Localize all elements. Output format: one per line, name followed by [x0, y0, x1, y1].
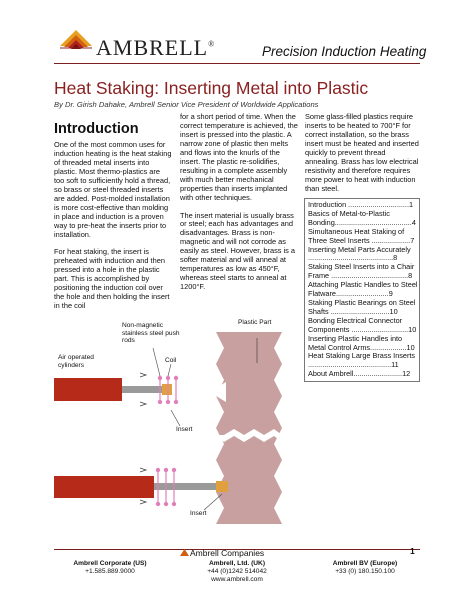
label-push-rods: Non-magnetic stainless steel push rods — [122, 322, 180, 345]
insert-top — [162, 384, 172, 395]
paragraph: For heat staking, the insert is preheated with induction and then pressed into a hole in the plastic part. This is accomplished by positioning the induction coil over the hole and then holding the insert in the coil — [54, 247, 170, 311]
footer-uk-name: Ambrell, Ltd. (UK) — [208, 560, 266, 567]
footer-eu-name: Ambrell BV (Europe) — [332, 560, 398, 567]
paragraph: Some glass-filled plastics require inserts to be heated to 700°F for correct installation, so the brass insert must be heated and inserted quickly to prevent thread annealing. Brass has low electrical resistivity and therefore requires more power to heat with induction than steel. — [305, 112, 419, 193]
air-cylinder-top — [54, 378, 122, 401]
label-plastic-part: Plastic Part — [238, 319, 272, 326]
air-cylinder-bottom — [54, 476, 154, 498]
toc-entry[interactable]: Heat Staking Large Brass Inserts .........................................11 — [308, 351, 416, 370]
footer-us — [60, 560, 160, 576]
footer-eu-phone: +33 (0) 180.150.100 — [335, 568, 395, 575]
label-coil: Coil — [165, 357, 177, 364]
footer-companies: Ambrell Companies — [190, 548, 265, 558]
footer-uk — [187, 560, 287, 584]
toc-entry[interactable]: Attaching Plastic Handles to Steel Flatware..........................9 — [308, 280, 418, 299]
footer-eu — [310, 560, 420, 576]
toc-entry[interactable]: Staking Plastic Bearings on Steel Shafts .............................10 — [308, 297, 416, 316]
insert-bottom — [216, 481, 228, 492]
toc-entry[interactable]: Bonding Electrical Connector Components ............................10 — [308, 315, 417, 334]
section-heading: Introduction — [54, 121, 139, 137]
label-insert-top: Insert — [176, 426, 193, 433]
paragraph: The insert material is usually brass or steel; each has advantages and disadvantages. Brass is non-magnetic and will not corrode as easily as steel. However, brass is a softer material and will anneal at temperatures as low as 450°F, whereas steel starts to anneal at 1200°F. — [180, 210, 296, 292]
toc-entry[interactable]: Basics of Metal-to-Plastic Bonding......................................4 — [308, 208, 416, 227]
plastic-part — [216, 332, 282, 524]
footer-us-phone: +1.585.889.9000 — [85, 568, 135, 575]
page-number: 1 — [410, 546, 415, 556]
ambrell-logo-icon — [58, 28, 94, 58]
paragraph: One of the most common uses for induction heating is the heat staking of threaded metal inserts into plastic. Most thermo-plastics are too soft to sufficiently hold a thread, so brass or steel threaded inserts are added. Post-molded installation is more cost-effective than molding in place and induction is a proven way to pre-heat the inserts prior to installation. — [54, 140, 172, 239]
header-rule — [54, 63, 420, 64]
header-tagline: Precision Induction Heating — [262, 44, 427, 59]
column-2 — [180, 113, 298, 301]
toc-entry[interactable]: About Ambrell........................12 — [308, 369, 411, 379]
footer-website-link[interactable]: www.ambrell.com — [211, 576, 263, 583]
column-1 — [54, 141, 172, 320]
footer-uk-phone: +44 (0)1242 514042 — [207, 568, 267, 575]
toc-entry[interactable]: Staking Steel Inserts into a Chair Frame ......................................8 — [308, 262, 415, 281]
ambrell-companies-icon — [180, 549, 189, 557]
label-insert-bottom: Insert — [190, 510, 207, 517]
toc-entry[interactable]: Inserting Plastic Handles into Metal Control Arms..................10 — [308, 333, 415, 352]
article-title: Heat Staking: Inserting Metal into Plastic — [54, 78, 369, 98]
toc-entry[interactable]: Simultaneous Heat Staking of Three Steel Inserts ...................7 — [308, 226, 415, 245]
toc-entry[interactable]: Inserting Metal Parts Accurately ..........................................8 — [308, 244, 411, 263]
label-air-cylinders: Air operated cylinders — [58, 354, 94, 369]
heat-staking-diagram — [54, 315, 420, 540]
toc-entry[interactable]: Introduction ..............................1 — [308, 200, 414, 209]
brand-name: AMBRELL® — [96, 35, 216, 60]
push-rod-bottom — [154, 483, 216, 490]
paragraph: for a short period of time. When the correct temperature is achieved, the insert is pressed into the plastic. A narrow zone of plastic then melts and flows into the knurls of the insert. The plastic re-solidifies, resulting in a complete assembly with much better mechanical properties than inserts implanted with other techniques. — [180, 112, 298, 202]
footer-us-name: Ambrell Corporate (US) — [73, 560, 147, 567]
article-byline: By Dr. Girish Dahake, Ambrell Senior Vice President of Worldwide Applications — [54, 100, 319, 109]
column-3 — [305, 113, 421, 203]
